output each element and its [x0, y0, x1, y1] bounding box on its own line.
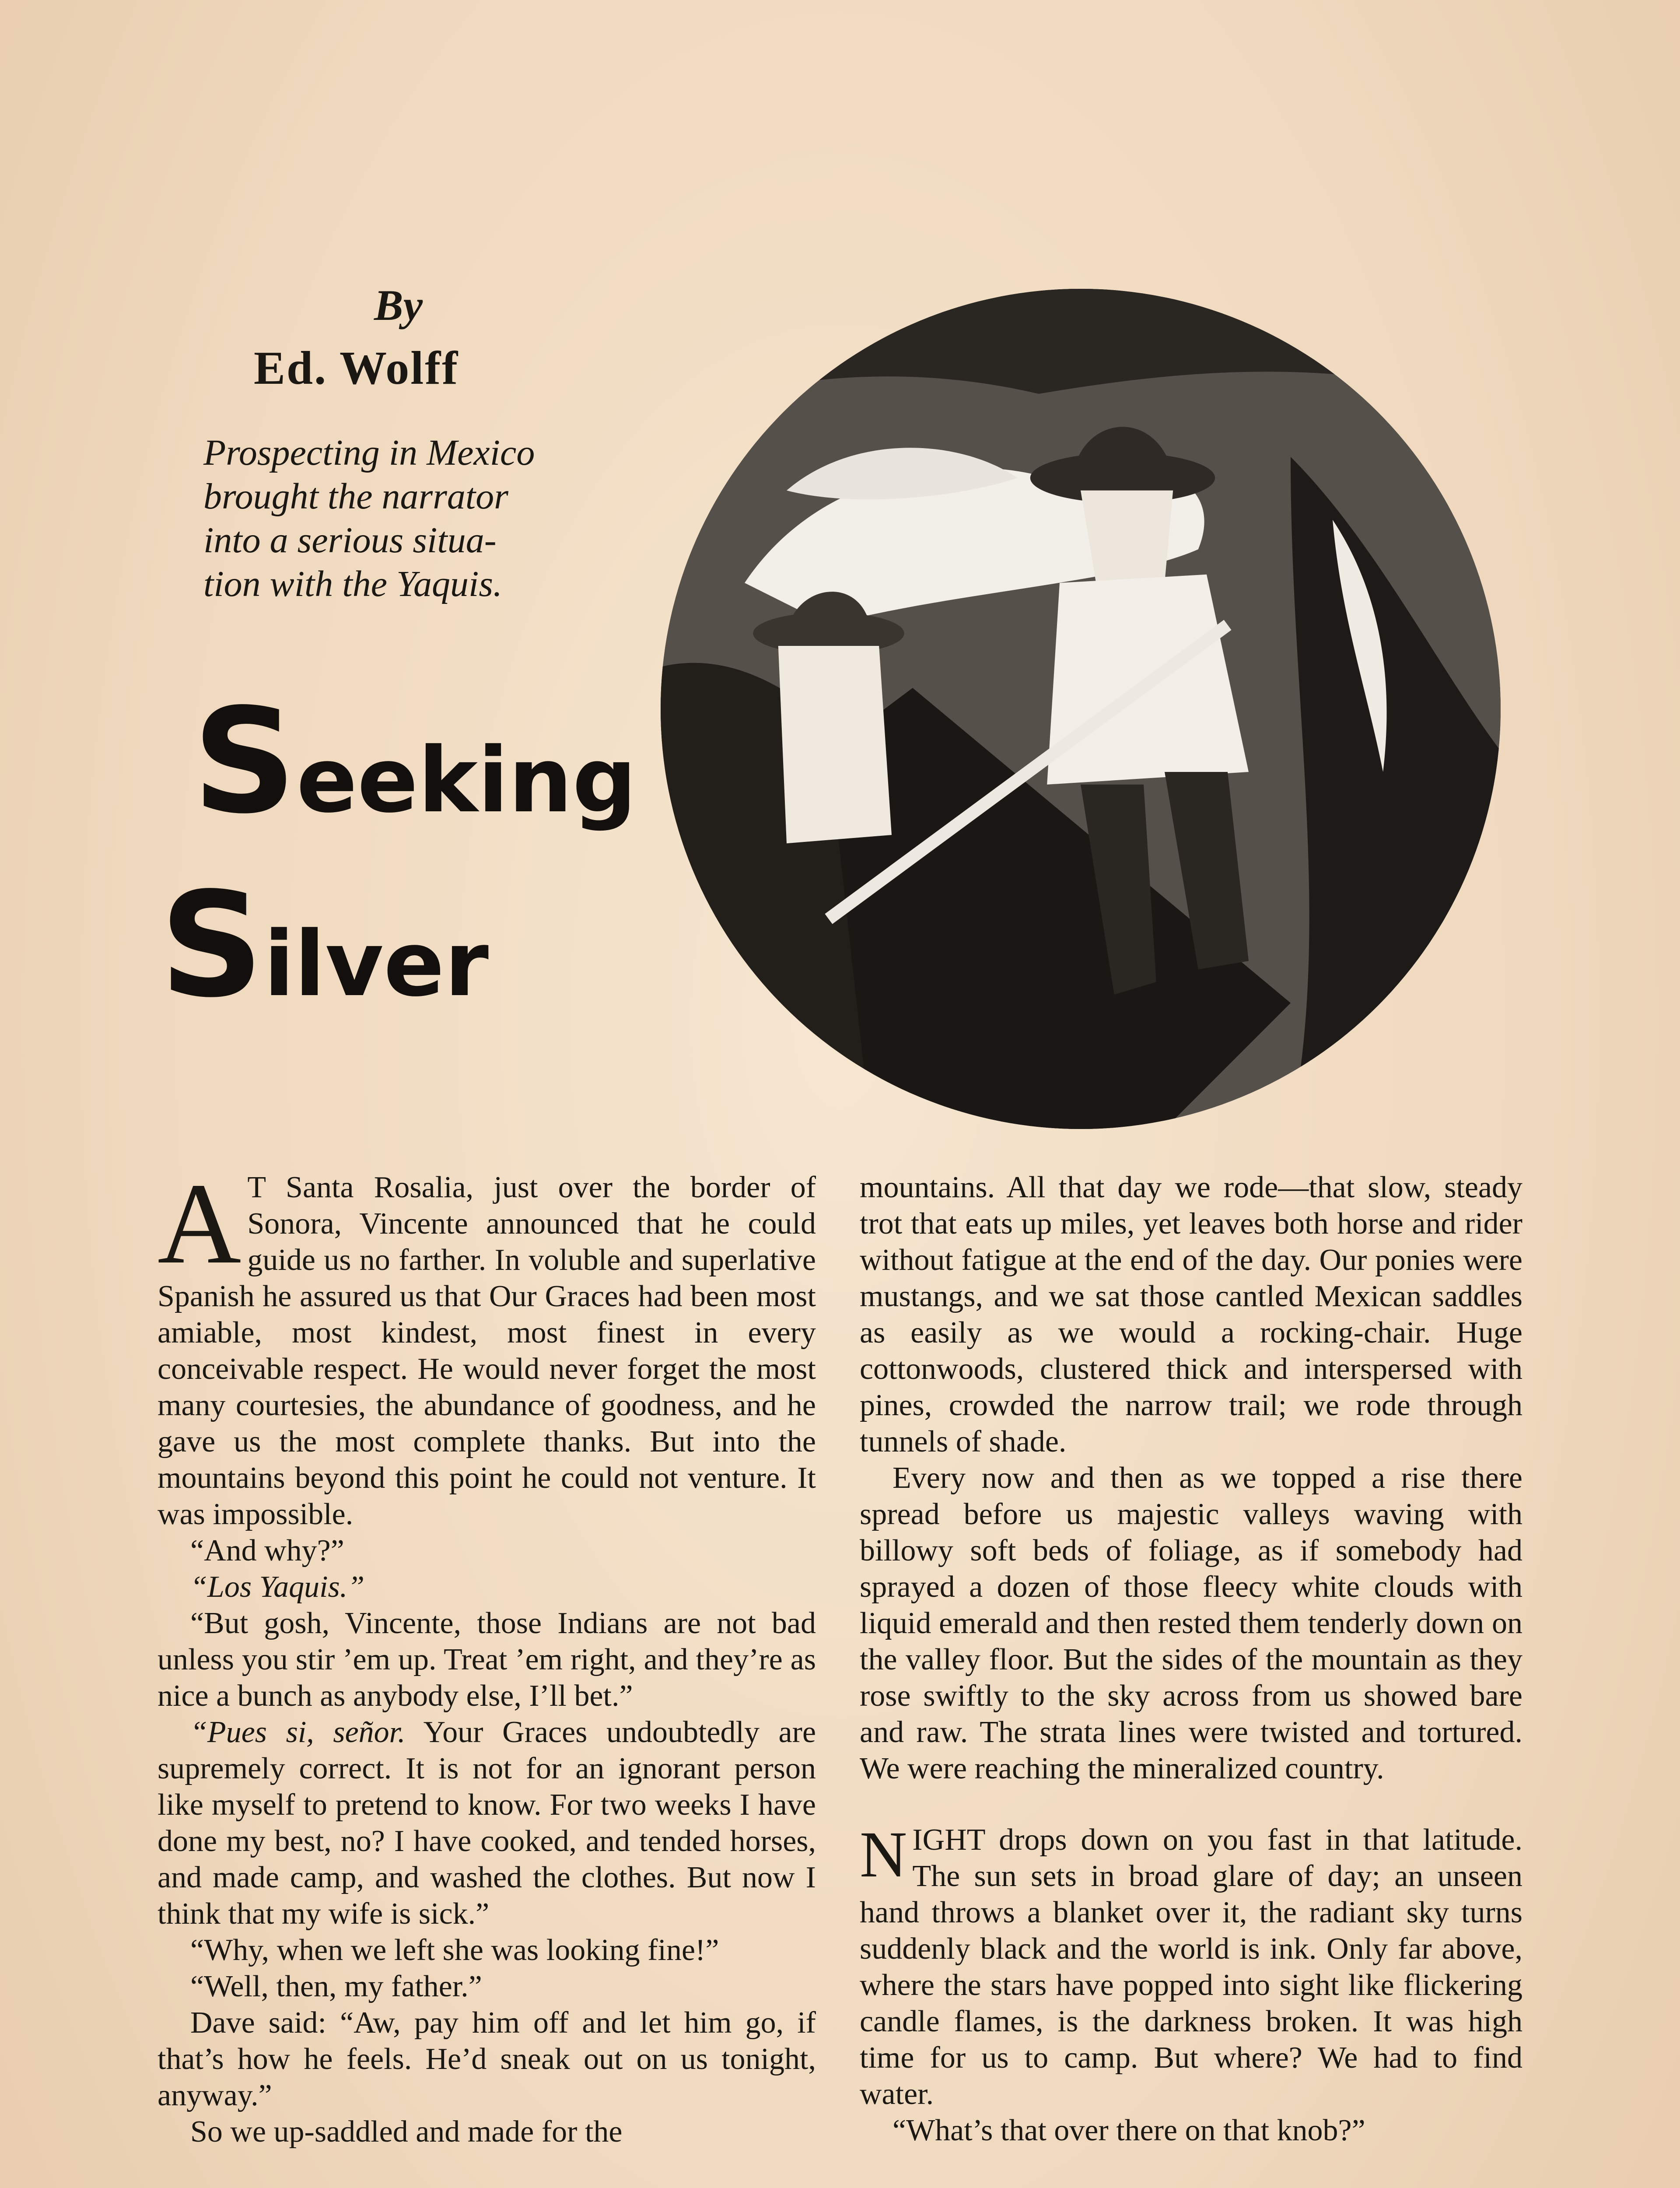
- title-word: eeking: [296, 729, 637, 833]
- paragraph: Dave said: “Aw, pay him off and let him go, if that’s how he feels. He’d sneak out on us tonight, anyway.”: [158, 2006, 816, 2112]
- paragraph: “Why, when we left she was looking fine!”: [190, 1933, 719, 1967]
- paragraph: [860, 1818, 1522, 2112]
- paragraph: mountains. All that day we rode—that slow, steady trot that eats up miles, yet leaves both horse and rider without fatigue at the end of the day. Our ponies were mustangs, and we sat those cantled Mexican saddles as easily as we would a rocking-chair. Huge cottonwoods, clustered thick and interspersed with pines, crowded the narrow trail; we rode through tunnels of shade.: [860, 1171, 1522, 1459]
- text-column-left: [158, 1160, 816, 2150]
- title-initial: S: [160, 861, 264, 1029]
- paragraph: “Well, then, my father.”: [190, 1970, 482, 2003]
- story-illustration: [661, 289, 1501, 1129]
- byline-by: By: [374, 281, 423, 330]
- deck-line: tion with the Yaquis.: [203, 564, 503, 604]
- paragraph: [158, 1569, 816, 1605]
- paragraph: “But gosh, Vincente, those Indians are not bad unless you stir ’em up. Treat ’em right, and they’re as nice a bunch as anybody else, I’ll bet.”: [158, 1606, 816, 1713]
- paragraph: [158, 1160, 816, 1532]
- title-line-1: [192, 677, 637, 845]
- italic-text: “Los Yaquis.”: [190, 1570, 365, 1604]
- paragraph-text: Your Graces undoubtedly are supremely correct. It is not for an ignorant person like myself to pretend to know. For two weeks I have done my best, no? I have cooked, and tended horses, and made camp, and washed the clothes. But now I think that my wife is sick.”: [158, 1715, 816, 1931]
- paragraph: [158, 1714, 816, 1932]
- paragraph-text: T Santa Rosalia, just over the border of Sonora, Vincente announced that he could guide us no farther. In voluble and superlative Spanish he assured us that Our Graces had been most amiable, most kindest, most finest in every conceivable respect. He would never forget the most many courtesies, the abundance of goodness, and he gave us the most complete thanks. But into the mountains beyond this point he could not venture. It was impossible.: [158, 1171, 816, 1531]
- byline-author: Ed. Wolff: [254, 342, 459, 394]
- drop-cap: A: [158, 1160, 242, 1288]
- section-break: [860, 1787, 1522, 1822]
- paragraph: “And why?”: [190, 1534, 344, 1567]
- title-word: ilver: [263, 912, 489, 1017]
- paragraph: “What’s that over there on that knob?”: [892, 2114, 1365, 2147]
- deck-line: Prospecting in Mexico: [203, 432, 535, 473]
- paragraph: So we up-saddled and made for the: [190, 2115, 623, 2149]
- deck-line: brought the narrator: [203, 476, 508, 517]
- drop-cap: N: [860, 1818, 907, 1891]
- prospector-illustration: [661, 289, 1501, 1129]
- text-column-right: [860, 1169, 1522, 2149]
- story-deck: [203, 431, 623, 606]
- paragraph-text: IGHT drops down on you fast in that latitude. The sun sets in broad glare of day; an unseen hand throws a blanket over it, the radiant sky turns suddenly black and the world is ink. Only far above, where the stars have popped into sight like flickering candle flames, is the darkness broken. It was high time for us to camp. But where? We had to find water.: [860, 1823, 1522, 2111]
- deck-line: into a serious situa-: [203, 520, 497, 561]
- paragraph: Every now and then as we topped a rise there spread before us majestic valleys waving with billowy soft beds of foliage, as if somebody had sprayed a dozen of those fleecy white clouds with liquid emerald and then rested them tenderly down on the valley floor. But the sides of the mountain as they rose swiftly to the sky across from us showed bare and raw. The strata lines were twisted and tortured. We were reaching the mineralized country.: [860, 1461, 1522, 1785]
- italic-text: “Pues si, señor.: [190, 1715, 406, 1749]
- title-line-2: [160, 861, 489, 1029]
- title-initial: S: [192, 677, 297, 845]
